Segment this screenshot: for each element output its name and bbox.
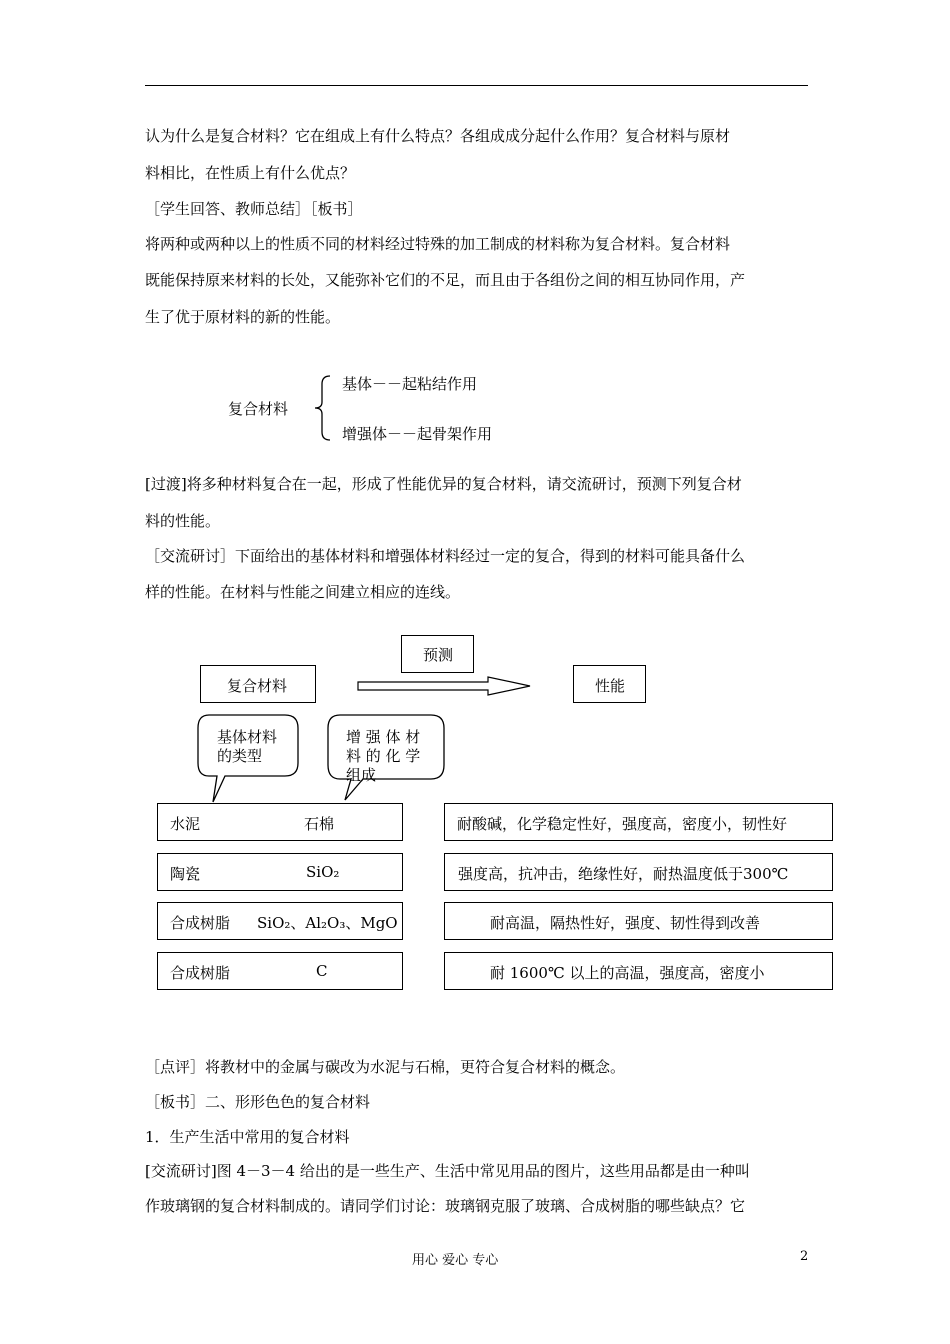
paragraph-line: 1．生产生活中常用的复合材料 <box>145 1128 350 1146</box>
arrow-right-icon <box>356 676 536 696</box>
brace-icon <box>312 374 334 442</box>
material-row <box>157 952 403 990</box>
paragraph-line: 将两种或两种以上的性质不同的材料经过特殊的加工制成的材料称为复合材料。复合材料 <box>145 235 731 253</box>
predict-box <box>401 635 474 673</box>
material-row <box>157 803 403 841</box>
base-material: 合成树脂 <box>170 914 231 932</box>
material-row <box>157 902 403 940</box>
callout-right-line: 组成 <box>346 766 377 784</box>
paragraph-line: ［交流研讨］下面给出的基体材料和增强体材料经过一定的复合，得到的材料可能具备什么 <box>145 547 746 565</box>
reinforce-material: SiO₂ <box>306 863 340 881</box>
brace-bottom-label: 增强体－－起骨架作用 <box>342 425 493 443</box>
property-label: 性能 <box>595 677 626 695</box>
paragraph-line: 认为什么是复合材料？它在组成上有什么特点？各组成成分起什么作用？复合材料与原材 <box>145 127 731 145</box>
composite-label: 复合材料 <box>227 677 288 695</box>
paragraph-line: 料的性能。 <box>145 512 221 530</box>
property-row <box>444 902 833 940</box>
material-row <box>157 853 403 891</box>
composite-box <box>200 665 316 703</box>
base-material: 陶瓷 <box>170 865 201 883</box>
paragraph-line: 作玻璃钢的复合材料制成的。请同学们讨论：玻璃钢克服了玻璃、合成树脂的哪些缺点？它 <box>145 1197 746 1215</box>
paragraph-line: 料相比，在性质上有什么优点？ <box>145 164 356 182</box>
header-rule <box>145 85 808 86</box>
footer-text: 用心 爱心 专心 <box>412 1253 499 1268</box>
property-box <box>573 665 646 703</box>
paragraph-line: ［点评］将教材中的金属与碳改为水泥与石棉，更符合复合材料的概念。 <box>145 1058 626 1076</box>
paragraph-line: 生了优于原材料的新的性能。 <box>145 308 341 326</box>
property-text: 耐酸碱，化学稳定性好，强度高，密度小，韧性好 <box>457 815 788 833</box>
paragraph-line: 既能保持原来材料的长处，又能弥补它们的不足，而且由于各组份之间的相互协同作用，产 <box>145 271 746 289</box>
property-row <box>444 803 833 841</box>
property-text: 耐高温，隔热性好，强度、韧性得到改善 <box>490 914 761 932</box>
property-row <box>444 853 833 891</box>
brace-top-label: 基体－－起粘结作用 <box>342 375 478 393</box>
paragraph-line: [过渡]将多种材料复合在一起，形成了性能优异的复合材料，请交流研讨，预测下列复合材 <box>145 475 742 493</box>
property-text: 强度高，抗冲击，绝缘性好，耐热温度低于300℃ <box>458 865 789 883</box>
paragraph-line: ［学生回答、教师总结］［板书］ <box>145 200 363 218</box>
paragraph-line: [交流研讨]图 4－3－4 给出的是一些生产、生活中常见用品的图片，这些用品都是由一种叫 <box>145 1162 750 1180</box>
base-material: 合成树脂 <box>170 964 231 982</box>
callout-left-line: 的类型 <box>217 747 263 765</box>
paragraph-line: ［板书］二、形形色色的复合材料 <box>145 1093 371 1111</box>
reinforce-material: 石棉 <box>304 815 335 833</box>
callout-right-line: 增 强 体 材 <box>346 728 421 746</box>
reinforce-material: C <box>316 962 328 980</box>
reinforce-material: SiO₂、Al₂O₃、MgO <box>257 914 398 932</box>
predict-label: 预测 <box>423 646 454 664</box>
paragraph-line: 样的性能。在材料与性能之间建立相应的连线。 <box>145 583 461 601</box>
property-text: 耐 1600℃ 以上的高温，强度高，密度小 <box>490 964 765 982</box>
property-row <box>444 952 833 990</box>
page-number: 2 <box>800 1249 809 1264</box>
base-material: 水泥 <box>170 815 201 833</box>
callout-right-line: 料 的 化 学 <box>346 747 421 765</box>
brace-left-label: 复合材料 <box>228 400 289 418</box>
callout-left-line: 基体材料 <box>217 728 278 746</box>
